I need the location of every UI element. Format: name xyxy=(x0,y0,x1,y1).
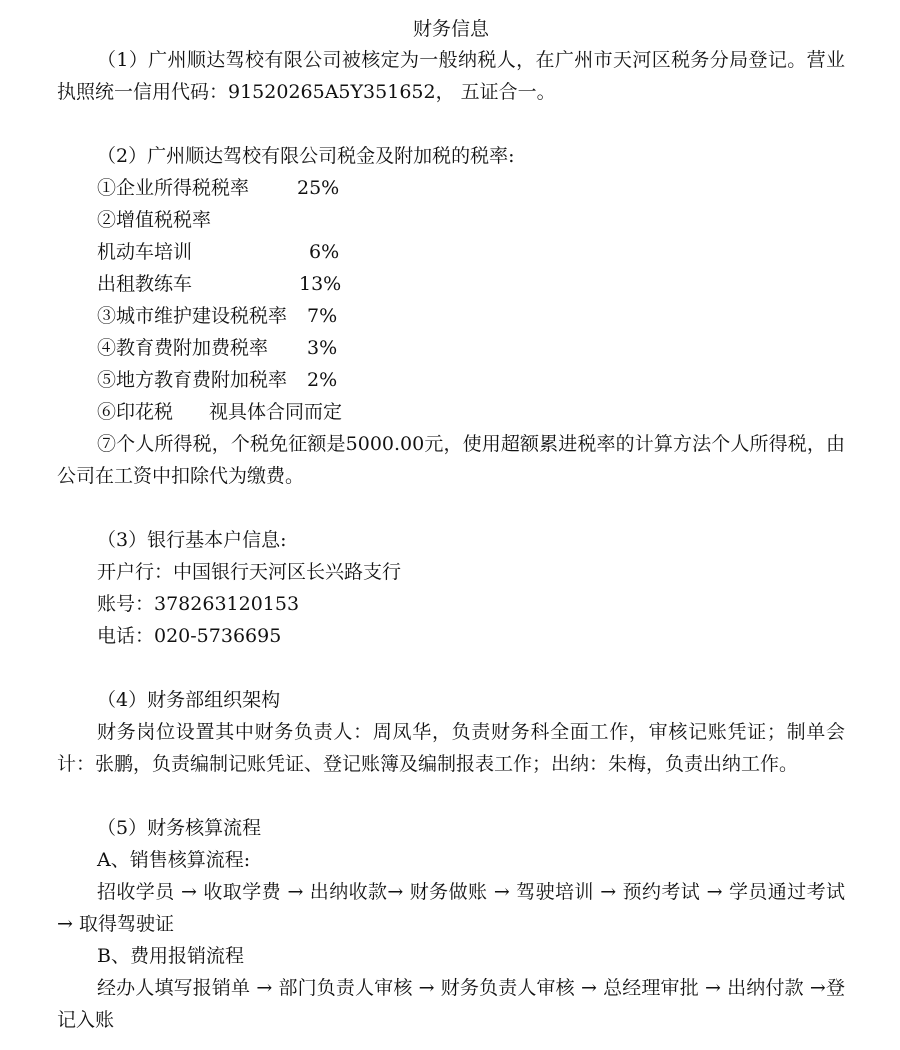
rate-value: 3% xyxy=(307,337,338,359)
sales-flow-heading: A、销售核算流程: xyxy=(97,849,251,871)
rate-row-vehicle-rental xyxy=(57,268,845,300)
rate-label: ⑤地方教育费附加税率 xyxy=(97,369,288,391)
rate-value: 视具体合同而定 xyxy=(209,401,343,423)
blank-line xyxy=(57,652,845,684)
rate-value: 6% xyxy=(309,241,340,263)
rate-label: ④教育费附加费税率 xyxy=(97,337,269,359)
sales-flow-text: 招收学员 → 收取学费 → 出纳收款→ 财务做账 → 驾驶培训 → 预约考试 → 学员通过考试 → 取得驾驶证 xyxy=(57,881,845,935)
rate-row-education-surcharge xyxy=(57,332,845,364)
section-1-text: （1）广州顺达驾校有限公司被核定为一般纳税人，在广州市天河区税务分局登记。营业执照统一信用代码：91520265A5Y351652， 五证合一。 xyxy=(57,49,845,103)
rate-label: ⑥印花税 xyxy=(97,401,174,423)
rate-label: 机动车培训 xyxy=(97,241,193,263)
section-2-income-tax: ⑦个人所得税，个税免征额是5000.00元，使用超额累进税率的计算方法个人所得税，由公司在工资中扣除代为缴费。 xyxy=(57,433,845,487)
document-title: 财务信息 xyxy=(412,18,489,40)
rate-label: ③城市维护建设税税率 xyxy=(97,305,288,327)
section-4-heading: （4）财务部组织架构 xyxy=(97,689,281,711)
rate-row-income-tax xyxy=(57,172,845,204)
bank-phone: 电话：020-5736695 xyxy=(97,625,282,647)
rate-value: 2% xyxy=(307,369,338,391)
blank-line xyxy=(57,492,845,524)
section-4-text: 财务岗位设置其中财务负责人：周凤华，负责财务科全面工作，审核记账凭证；制单会计：张鹏，负责编制记账凭证、登记账簿及编制报表工作；出纳：朱梅，负责出纳工作。 xyxy=(57,721,845,775)
blank-line xyxy=(57,108,845,140)
rate-row-vehicle-training xyxy=(57,236,845,268)
rate-row-urban-construction xyxy=(57,300,845,332)
section-5-heading: （5）财务核算流程 xyxy=(97,817,262,839)
expense-flow-heading: B、费用报销流程 xyxy=(97,945,244,967)
rate-value: 13% xyxy=(299,273,342,295)
bank-name: 开户行：中国银行天河区长兴路支行 xyxy=(97,561,402,583)
section-3-heading: （3）银行基本户信息: xyxy=(97,529,287,551)
rate-value: 25% xyxy=(297,177,340,199)
section-2-heading: （2）广州顺达驾校有限公司税金及附加税的税率: xyxy=(97,145,515,167)
rate-label: ②增值税税率 xyxy=(97,209,212,231)
blank-line xyxy=(57,780,845,812)
rate-row-stamp-duty xyxy=(57,396,845,428)
rate-label: ①企业所得税税率 xyxy=(97,177,250,199)
rate-label: 出租教练车 xyxy=(97,273,193,295)
rate-row-local-education xyxy=(57,364,845,396)
rate-value: 7% xyxy=(307,305,338,327)
expense-flow-text: 经办人填写报销单 → 部门负责人审核 → 财务负责人审核 → 总经理审批 → 出纳付款 →登记入账 xyxy=(57,977,845,1031)
bank-account: 账号：378263120153 xyxy=(97,593,300,615)
rate-row-vat xyxy=(57,204,845,236)
